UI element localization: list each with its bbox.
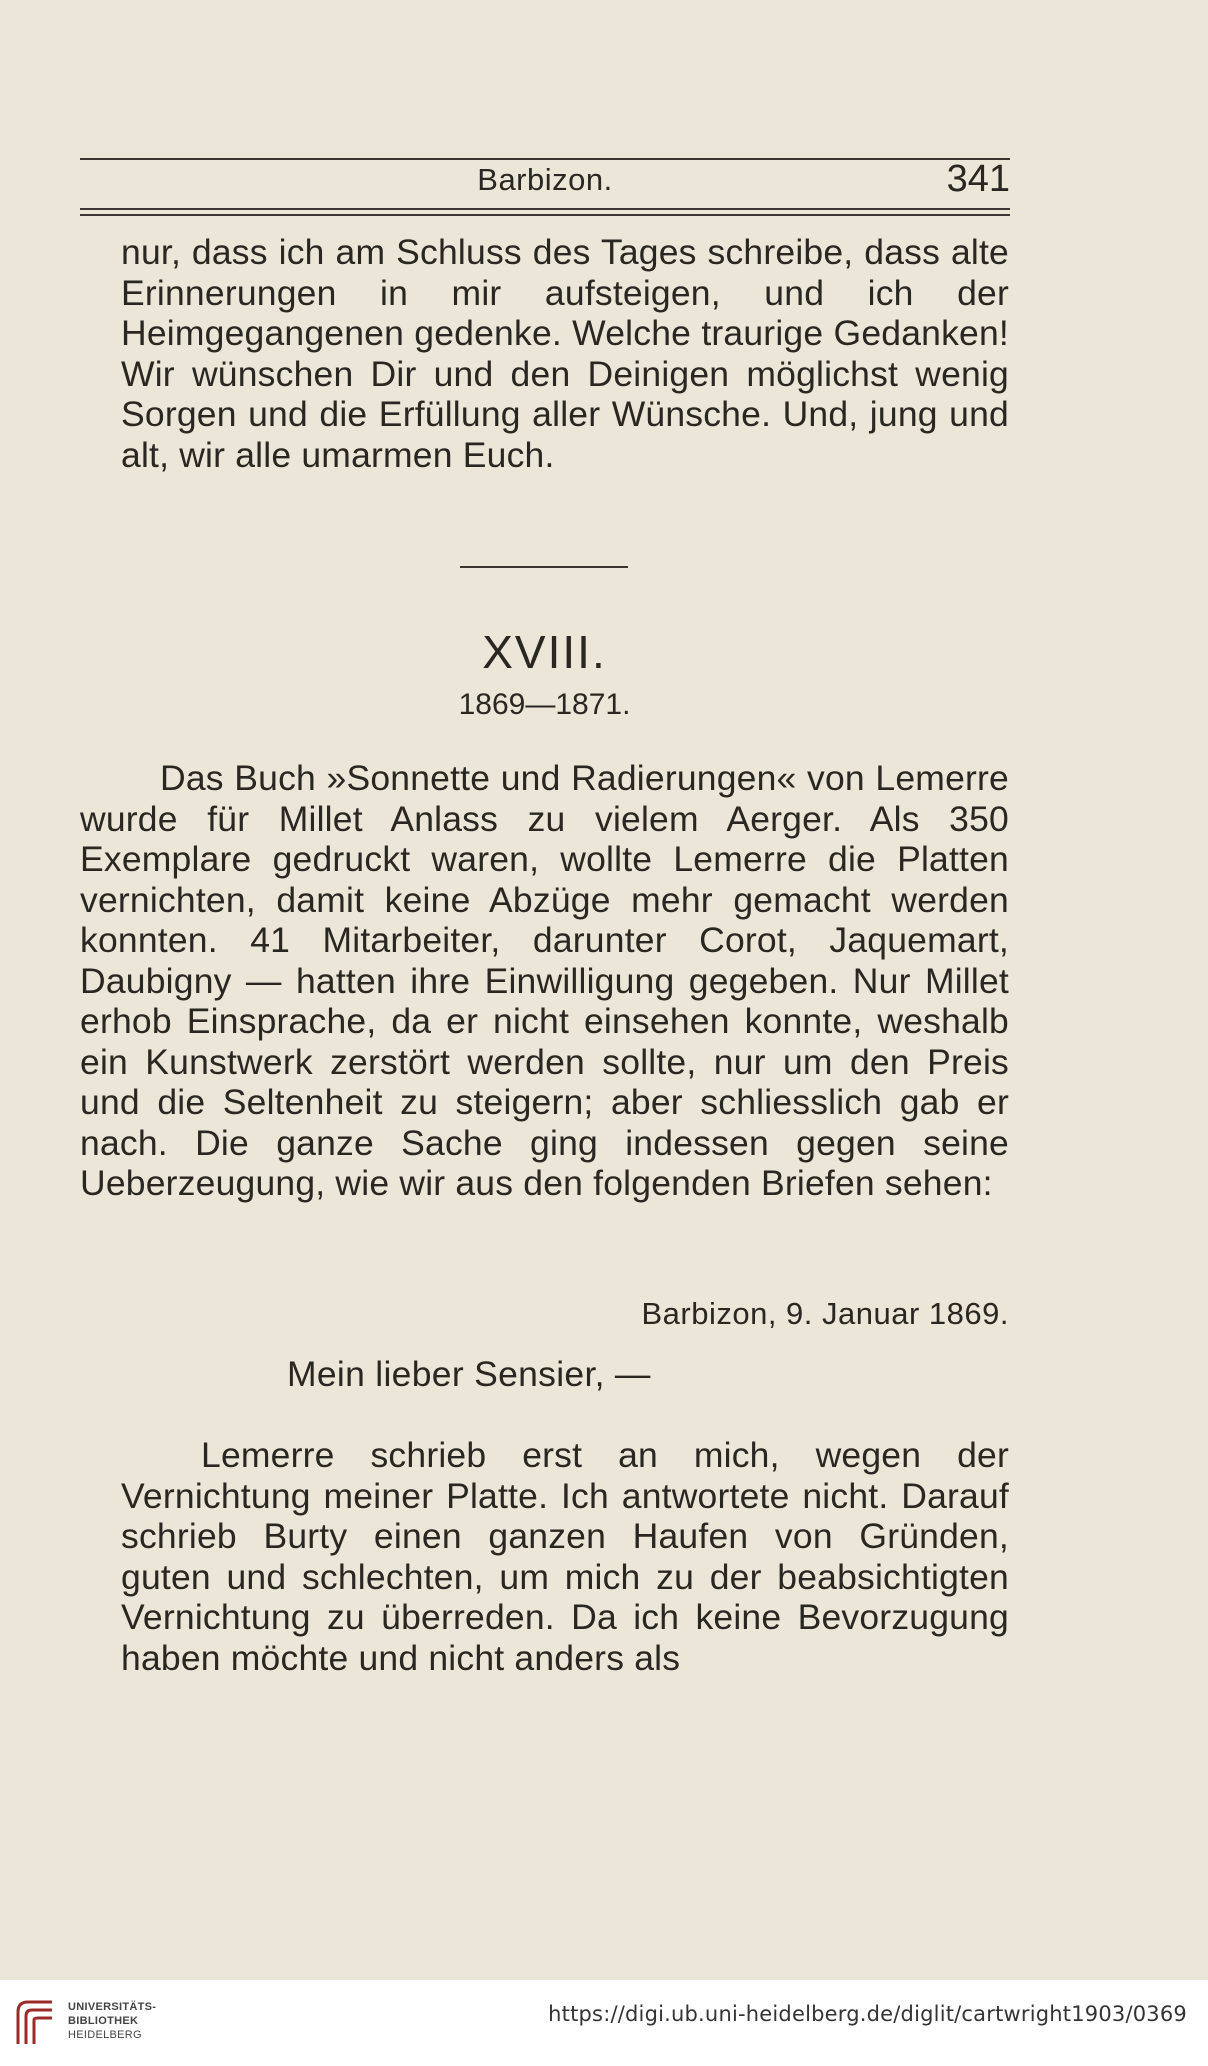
logo-line: HEIDELBERG	[68, 2029, 142, 2041]
paragraph-intro	[80, 758, 1009, 1204]
footer-bar	[0, 1980, 1208, 2066]
paragraph-text: Lemerre schrieb erst an mich, wegen der Vernichtung meiner Platte. Ich antwortete nicht. Darauf schrieb Burty einen ganzen Haufen von Gründen, guten und schlechten, um mich zu der beabsichtigten Vernichtung zu überreden. Da ich keine Bevorzugung haben möchte und nicht anders als	[121, 1435, 1009, 1678]
section-separator	[460, 566, 628, 568]
running-head-title: Barbizon.	[477, 162, 613, 197]
library-logo-text	[68, 2000, 156, 2042]
paragraph-letter-ending	[121, 232, 1009, 475]
paragraph-text: nur, dass ich am Schluss des Tages schreibe, dass alte Erinnerungen in mir aufsteigen, und ich der Heimgegangenen gedenke. Welche traurige Gedanken! Wir wünschen Dir und den Deinigen möglichst wenig Sorgen und die Erfüllung aller Wünsche. Und, jung und alt, wir alle umarmen Euch.	[121, 232, 1009, 475]
library-logo-icon	[12, 1994, 60, 2050]
running-head	[80, 160, 1010, 206]
header-double-rule-top	[80, 208, 1010, 210]
paragraph-letter-body	[121, 1435, 1009, 1678]
logo-line: BIBLIOTHEK	[68, 2015, 139, 2027]
letter-salutation: Mein lieber Sensier, —	[287, 1354, 651, 1394]
permalink-url[interactable]: https://digi.ub.uni-heidelberg.de/diglit/cartwright1903/0369	[548, 2002, 1187, 2026]
paragraph-text: Das Buch »Sonnette und Radierungen« von Lemerre wurde für Millet Anlass zu vielem Aerger. Als 350 Exemplare gedruckt waren, wollte Lemerre die Platten vernichten, damit keine Abzüge mehr gemacht werden konnten. 41 Mitarbeiter, darunter Corot, Jaquemart, Daubigny — hatten ihre Einwilligung gegeben. Nur Millet erhob Einsprache, da er nicht einsehen konnte, weshalb ein Kunstwerk zerstört werden sollte, nur um den Preis und die Seltenheit zu steigern; aber schliesslich gab er nach. Die ganze Sache ging indessen gegen seine Ueberzeugung, wie wir aus den folgenden Briefen sehen:	[80, 758, 1009, 1203]
chapter-number: XVIII.	[482, 626, 607, 678]
letter-dateline: Barbizon, 9. Januar 1869.	[641, 1296, 1009, 1331]
chapter-years: 1869—1871.	[458, 688, 631, 721]
logo-line: UNIVERSITÄTS-	[68, 2001, 157, 2013]
header-double-rule-bottom	[80, 214, 1010, 216]
page-number: 341	[946, 158, 1010, 200]
